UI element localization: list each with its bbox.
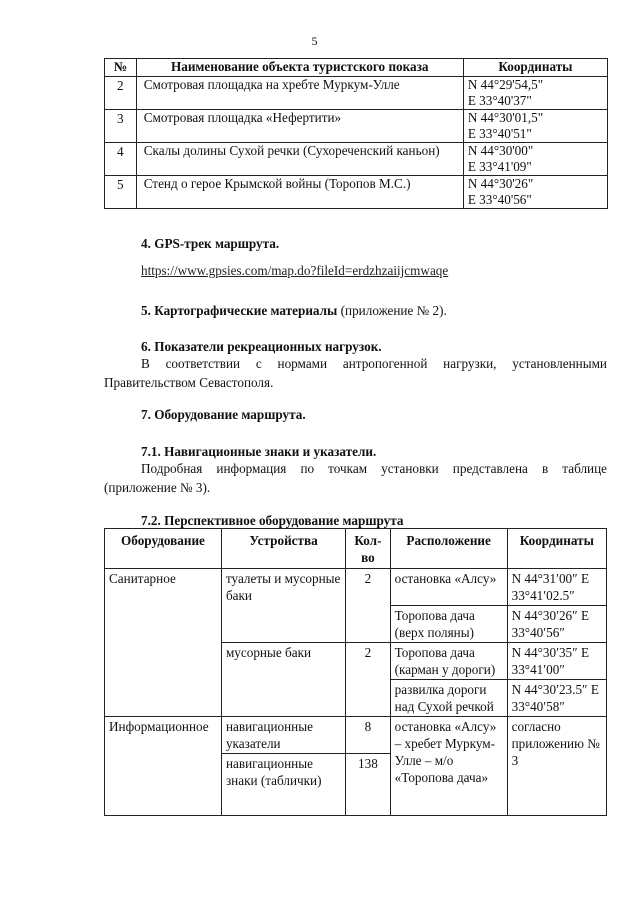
header-coordinates: Координаты: [463, 59, 607, 77]
table-row: [105, 143, 608, 176]
table-row: [105, 176, 608, 209]
signs-paragraph: [104, 459, 607, 497]
maps-heading: [141, 303, 447, 319]
object-coordinates: [463, 176, 607, 209]
object-name: Скалы долины Сухой речки (Сухореченский каньон): [136, 143, 463, 176]
signs-heading: 7.1. Навигационные знаки и указатели.: [141, 444, 377, 459]
device-location: Торопова дача (верх поляны): [390, 606, 507, 643]
row-number: 5: [105, 176, 137, 209]
equipment-category: Санитарное: [105, 569, 222, 717]
device-count: 2: [346, 643, 391, 717]
header-devices: Устройства: [221, 529, 345, 569]
device-location: остановка «Алсу» – хребет Муркум-Улле – м/о «Торопова дача»: [390, 717, 507, 816]
tour-objects-table: [104, 58, 608, 209]
equipment-category: Информационное: [105, 717, 222, 816]
latitude: N 44°29'54,5": [467, 77, 544, 92]
latitude: N 44°30'01,5": [467, 110, 544, 125]
longitude: E 33°40'56": [467, 192, 532, 207]
header-coordinates: Координаты: [507, 529, 606, 569]
gps-track-heading: 4. GPS-трек маршрута.: [141, 236, 280, 251]
gps-track-link[interactable]: https://www.gpsies.com/map.do?fileId=erdzhzaiijcmwaqe: [141, 263, 449, 278]
equipment-table: [104, 528, 607, 816]
header-object-name: Наименование объекта туристского показа: [136, 59, 463, 77]
device-name: мусорные баки: [221, 643, 345, 717]
row-number: 3: [105, 110, 137, 143]
object-coordinates: [463, 143, 607, 176]
table-header-row: [105, 529, 607, 569]
table-row: [105, 569, 607, 606]
row-number: 4: [105, 143, 137, 176]
object-name: Смотровая площадка на хребте Муркум-Улле: [136, 77, 463, 110]
load-heading: 6. Показатели рекреационных нагрузок.: [141, 339, 382, 354]
object-name: Стенд о герое Крымской войны (Торопов М.С.): [136, 176, 463, 209]
page-number: 5: [311, 34, 318, 48]
device-location: остановка «Алсу»: [390, 569, 507, 606]
maps-heading-bold: 5. Картографические материалы: [141, 303, 338, 318]
longitude: E 33°40'51": [467, 126, 532, 141]
device-name: навигационные указатели: [221, 717, 345, 754]
device-coordinates: N 44°31′00″ E 33°41′02.5″: [507, 569, 606, 606]
object-coordinates: [463, 77, 607, 110]
load-paragraph: [104, 354, 607, 392]
device-count: 138: [346, 754, 391, 816]
device-name: навигационные знаки (таблички): [221, 754, 345, 816]
header-location: Расположение: [390, 529, 507, 569]
device-coordinates: N 44°30′26″ E 33°40′56″: [507, 606, 606, 643]
latitude: N 44°30'26": [467, 176, 534, 191]
device-location: развилка дороги над Сухой речкой: [390, 680, 507, 717]
table-row: [105, 110, 608, 143]
table-header-row: [105, 59, 608, 77]
load-text: В соответствии с нормами антропогенной нагрузки, установленными Правительством Севастополя.: [104, 356, 607, 390]
perspective-heading: 7.2. Перспективное оборудование маршрута: [141, 513, 404, 528]
header-equipment: Оборудование: [105, 529, 222, 569]
signs-text: Подробная информация по точкам установки представлена в таблице (приложение № 3).: [104, 461, 607, 495]
row-number: 2: [105, 77, 137, 110]
latitude: N 44°30'00": [467, 143, 534, 158]
object-coordinates: [463, 110, 607, 143]
table-row: [105, 717, 607, 754]
header-number: №: [105, 59, 137, 77]
equipment-heading: 7. Оборудование маршрута.: [141, 407, 306, 422]
device-coordinates: N 44°30′35″ E 33°41′00″: [507, 643, 606, 680]
device-location: Торопова дача (карман у дороги): [390, 643, 507, 680]
object-name: Смотровая площадка «Нефертити»: [136, 110, 463, 143]
device-coordinates: согласно приложению № 3: [507, 717, 606, 816]
device-count: 8: [346, 717, 391, 754]
longitude: E 33°41'09": [467, 159, 532, 174]
device-coordinates: N 44°30′23.5″ E 33°40′58″: [507, 680, 606, 717]
header-count: Кол-во: [346, 529, 391, 569]
longitude: E 33°40'37": [467, 93, 532, 108]
device-count: 2: [346, 569, 391, 643]
maps-heading-rest: (приложение № 2).: [337, 303, 447, 318]
table-row: [105, 77, 608, 110]
device-name: туалеты и мусорные баки: [221, 569, 345, 643]
